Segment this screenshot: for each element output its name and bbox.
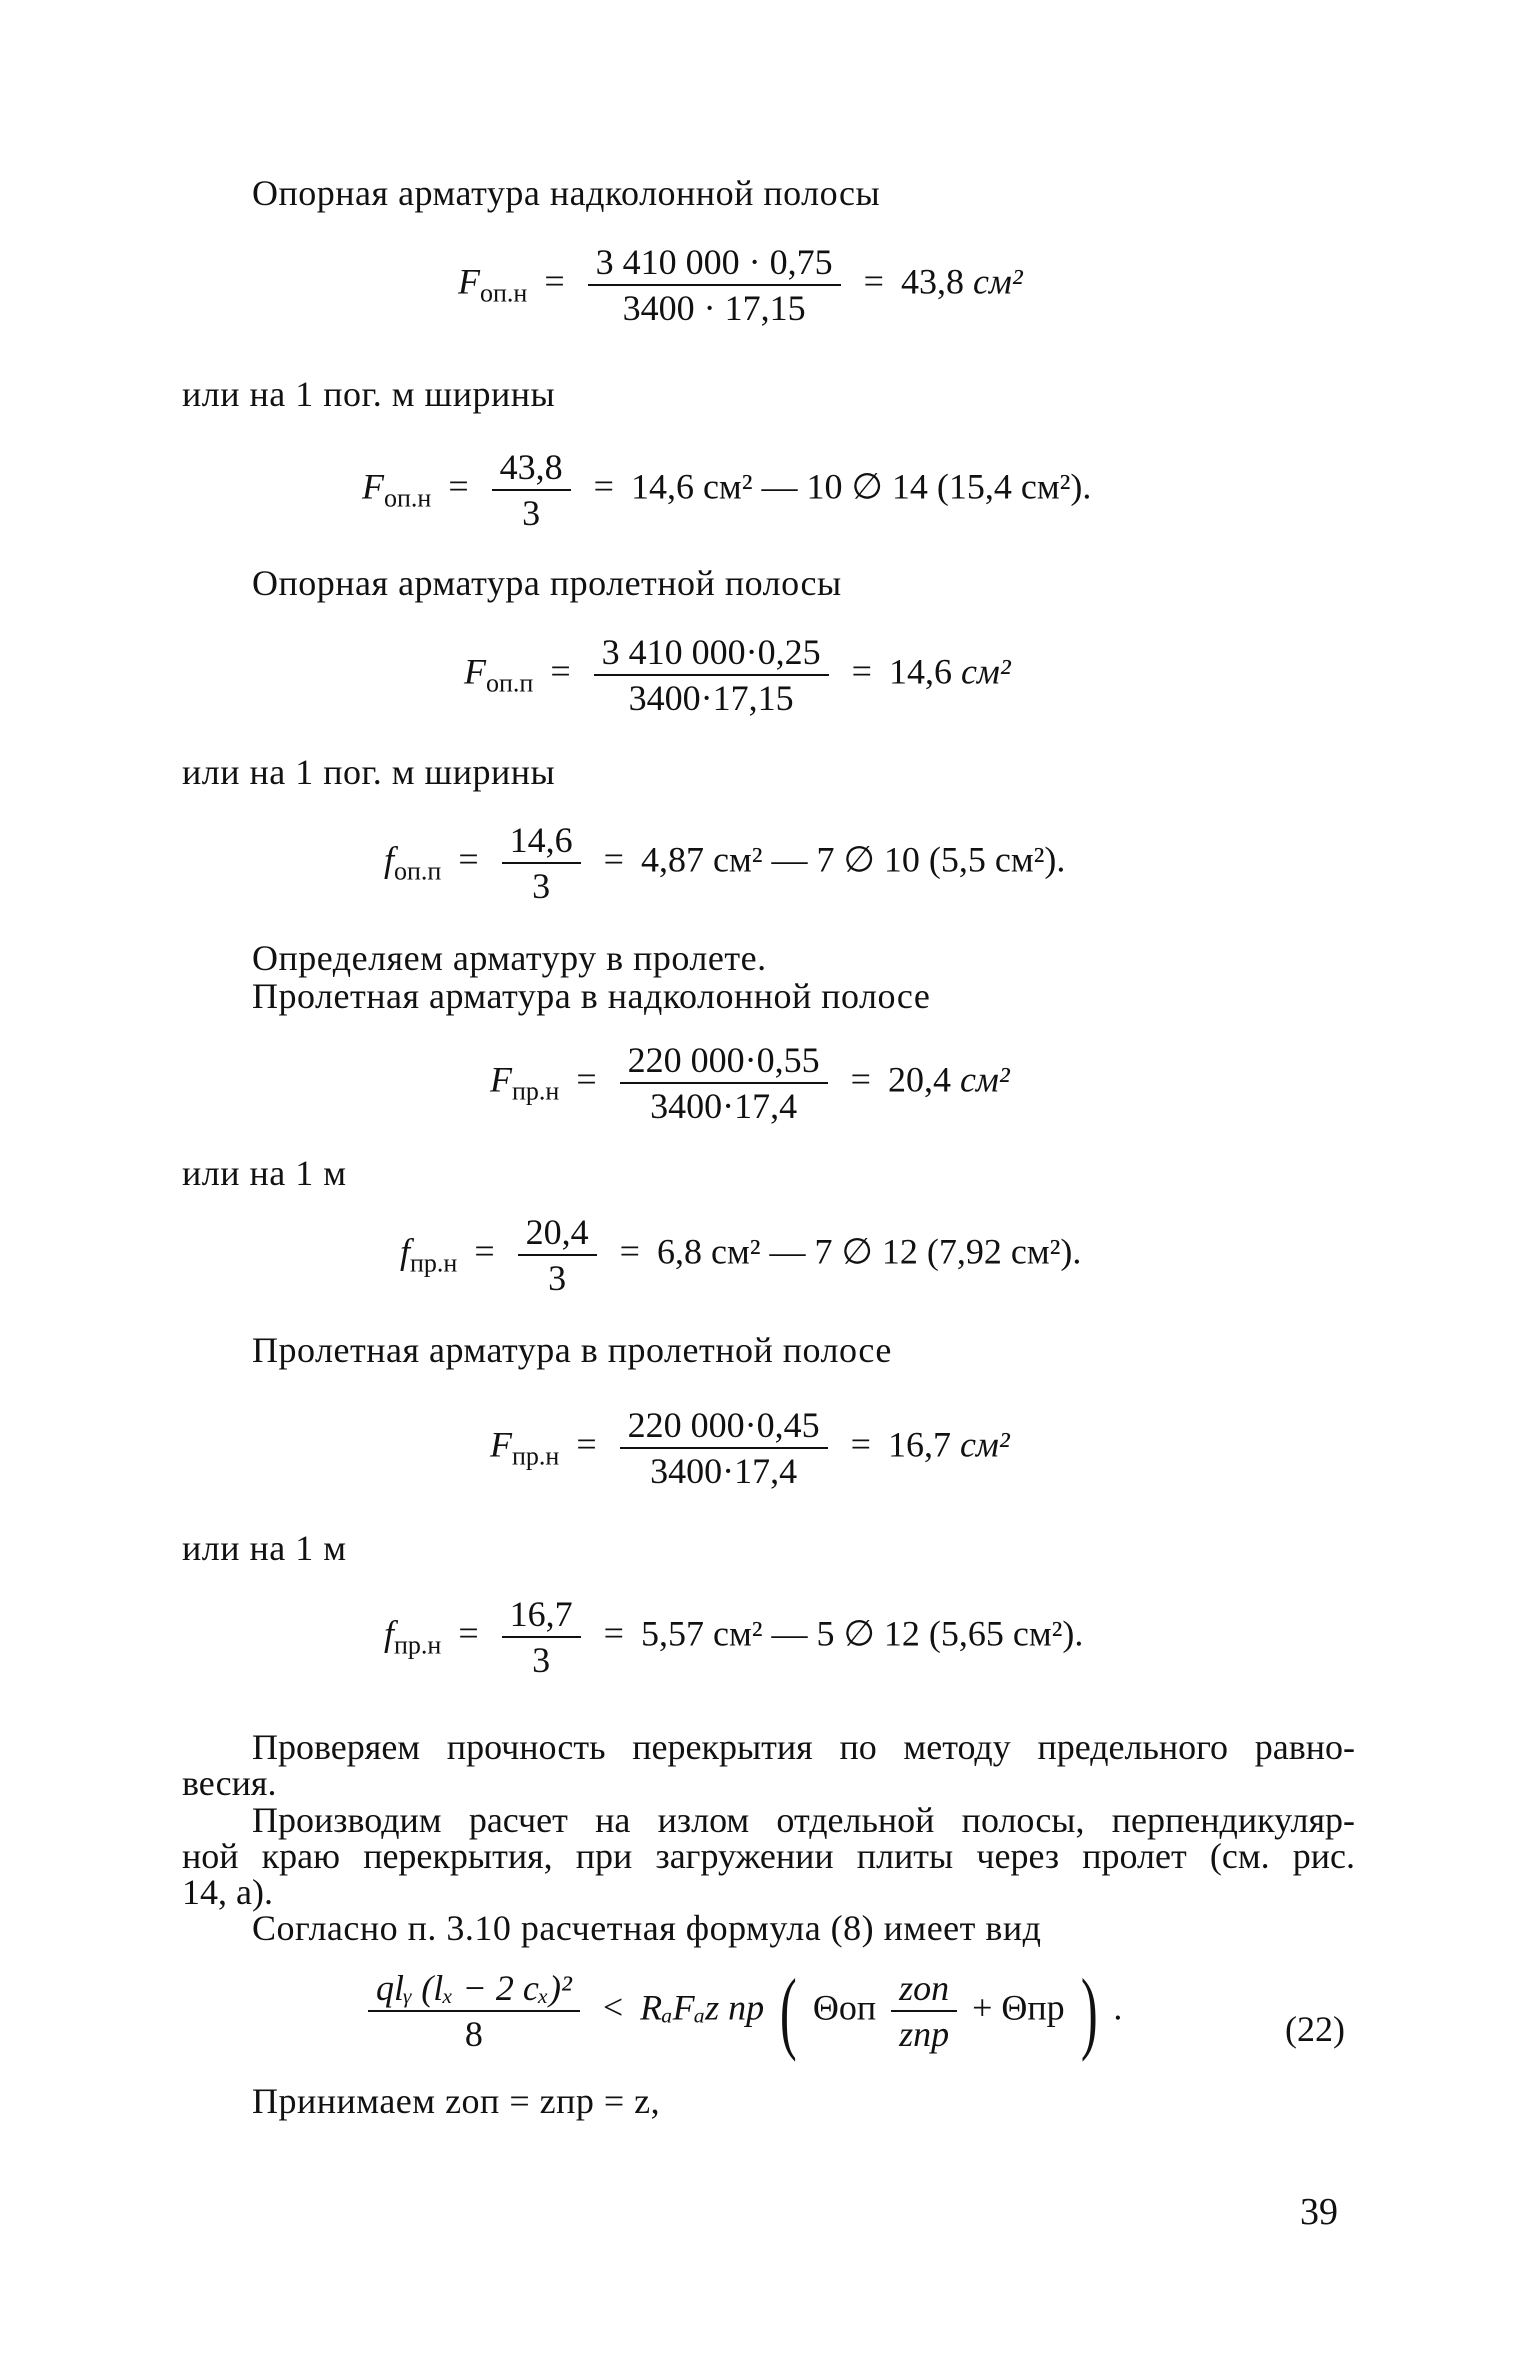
fraction-denominator: 3 [548, 1258, 567, 1298]
fraction [620, 1405, 828, 1491]
formula-lhs-sub: оп.н [384, 483, 432, 513]
fraction [620, 1040, 828, 1126]
rhs-prefix: RₐFₐz пр [640, 1987, 765, 2028]
formula-lhs: f [384, 839, 395, 880]
fraction-denominator: 8 [464, 2014, 483, 2054]
formula-result: 6,8 см² — 7 ∅ 12 (7,92 см²). [656, 1231, 1082, 1272]
formula-result: 4,87 см² — 7 ∅ 10 (5,5 см²). [640, 839, 1066, 880]
formula-unit: см² [960, 651, 1011, 692]
fraction-numerator: 43,8 [492, 447, 571, 491]
formula-f-op-p: $F_{оп.п}$ = $\frac{3 410 000\cdot 0,25}{3400\cdot 17,15}$ = 14,6 см² [464, 632, 1011, 718]
formula-lhs: F [490, 1424, 512, 1465]
formula-result: 43,8 [900, 261, 964, 302]
fraction [492, 447, 571, 533]
formula-f-op-n: $F_{оп.н}$ = $\frac{3 410 000 \cdot 0,75}{3400 \cdot 17,15}$ = 43,8 см² [458, 242, 1023, 328]
right-paren: ) [1080, 1960, 1098, 2062]
formula-lhs-sub: оп.н [480, 278, 528, 308]
formula-unit: см² [959, 1424, 1010, 1465]
formula-result: 5,57 см² — 5 ∅ 12 (5,65 см²). [640, 1613, 1084, 1654]
fraction-denominator: 3 [532, 866, 551, 906]
formula-result: 14,6 см² — 10 ∅ 14 (15,4 см²). [630, 466, 1092, 507]
formula-lhs: F [458, 261, 480, 302]
fraction-denominator: 3400 · 17,15 [622, 288, 806, 328]
formula-lhs-sub: оп.п [394, 856, 442, 886]
fraction-denominator: 3400·17,15 [628, 678, 794, 718]
fraction [368, 1968, 580, 2054]
fraction-denominator: zпр [899, 2014, 950, 2054]
formula-unit: см² [959, 1059, 1010, 1100]
fraction-numerator: 16,7 [502, 1594, 581, 1638]
heading-supra-column-support: Опорная арматура надколонной полосы [252, 173, 881, 213]
formula-result: 16,7 [887, 1424, 951, 1465]
formula-lhs: F [362, 466, 384, 507]
para-check-strength-line2: весия. [182, 1763, 277, 1803]
formula-lhs: F [490, 1059, 512, 1100]
page-number: 39 [1300, 2191, 1338, 2233]
formula-lhs: f [384, 1613, 395, 1654]
fraction-numerator: 3 410 000 · 0,75 [588, 242, 841, 286]
fraction-numerator: qlᵧ (lₓ − 2 cₓ)² [368, 1968, 580, 2012]
formula-f-pr-n-per-meter-1: $f_{пр.н}$ = $\frac{20,4}{3}$ = 6,8 см² — 7 ∅ 12 (7,92 см²). [400, 1212, 1082, 1298]
theta-pr: + Θпр [972, 1987, 1065, 2028]
text-per-meter-width-2: или на 1 пог. м ширины [182, 752, 556, 792]
equation-tail: . [1113, 1987, 1123, 2028]
fraction-numerator: 220 000·0,45 [620, 1405, 828, 1449]
formula-lhs-sub: пр.н [410, 1248, 458, 1278]
fraction-denominator: 3400·17,4 [650, 1086, 798, 1126]
text-determine-span: Определяем арматуру в пролете. [252, 938, 767, 978]
fraction [518, 1212, 597, 1298]
formula-lhs: f [400, 1231, 411, 1272]
formula-unit: см² [972, 261, 1023, 302]
para-fracture-line2: ной краю перекрытия, при загружении плиты через пролет (см. рис. [182, 1836, 1355, 1876]
heading-span-support: Опорная арматура пролетной полосы [252, 563, 842, 603]
z-fraction [891, 1968, 957, 2054]
para-fracture-line3: 14, а). [182, 1872, 273, 1912]
formula-f-pr-n-per-meter-2: $f_{пр.н}$ = $\frac{16,7}{3}$ = 5,57 см² — 5 ∅ 12 (5,65 см²). [384, 1594, 1084, 1680]
fraction-numerator: zоп [891, 1968, 957, 2012]
para-formula-intro: Согласно п. 3.10 расчетная формула (8) имеет вид [252, 1908, 1042, 1948]
formula-lhs-sub: оп.п [486, 668, 534, 698]
formula-f-pr-n-2: $F_{пр.н}$ = $\frac{220 000\cdot 0,45}{3400\cdot 17,4}$ = 16,7 см² [490, 1405, 1010, 1491]
formula-f-op-p-per-meter: $f_{оп.п}$ = $\frac{14,6}{3}$ = 4,87 см² — 7 ∅ 10 (5,5 см²). [384, 820, 1066, 906]
text-per-meter: или на 1 м [182, 1153, 347, 1193]
formula-lhs: F [464, 651, 486, 692]
theta-op: Θоп [812, 1987, 877, 2028]
formula-f-pr-n-1: $F_{пр.н}$ = $\frac{220 000\cdot 0,55}{3400\cdot 17,4}$ = 20,4 см² [490, 1040, 1010, 1126]
formula-lhs-sub: пр.н [512, 1076, 560, 1106]
fraction-denominator: 3400·17,4 [650, 1451, 798, 1491]
fraction [502, 1594, 581, 1680]
fraction [594, 632, 829, 718]
para-accept-z: Принимаем zоп = zпр = z, [252, 2081, 661, 2121]
fraction-numerator: 220 000·0,55 [620, 1040, 828, 1084]
fraction [502, 820, 581, 906]
fraction-denominator: 3 [532, 1640, 551, 1680]
formula-result: 14,6 [888, 651, 952, 692]
text-per-meter-2: или на 1 м [182, 1528, 347, 1568]
formula-result: 20,4 [887, 1059, 951, 1100]
left-paren: ( [780, 1960, 797, 2062]
formula-lhs-sub: пр.н [394, 1630, 442, 1660]
para-fracture-line1: Производим расчет на излом отдельной полосы, перпендикуляр- [252, 1800, 1355, 1840]
fraction-numerator: 14,6 [502, 820, 581, 864]
formula-lhs-sub: пр.н [512, 1441, 560, 1471]
formula-f-op-n-per-meter: $F_{оп.н}$ = $\frac{43,8}{3}$ = 14,6 см² — 10 ∅ 14 (15,4 см²). [362, 447, 1092, 533]
fraction-denominator: 3 [522, 493, 541, 533]
heading-span-supra-column: Пролетная арматура в надколонной полосе [252, 976, 931, 1016]
fraction-numerator: 3 410 000·0,25 [594, 632, 829, 676]
relation-symbol: < [602, 1987, 624, 2028]
equation-number: (22) [1285, 2009, 1345, 2049]
fraction [588, 242, 841, 328]
text-per-meter-width: или на 1 пог. м ширины [182, 374, 556, 414]
equation-22 [362, 1960, 1123, 2062]
heading-span-in-span: Пролетная арматура в пролетной полосе [252, 1330, 892, 1370]
fraction-numerator: 20,4 [518, 1212, 597, 1256]
para-check-strength-line1: Проверяем прочность перекрытия по методу предельного равно- [252, 1727, 1355, 1767]
